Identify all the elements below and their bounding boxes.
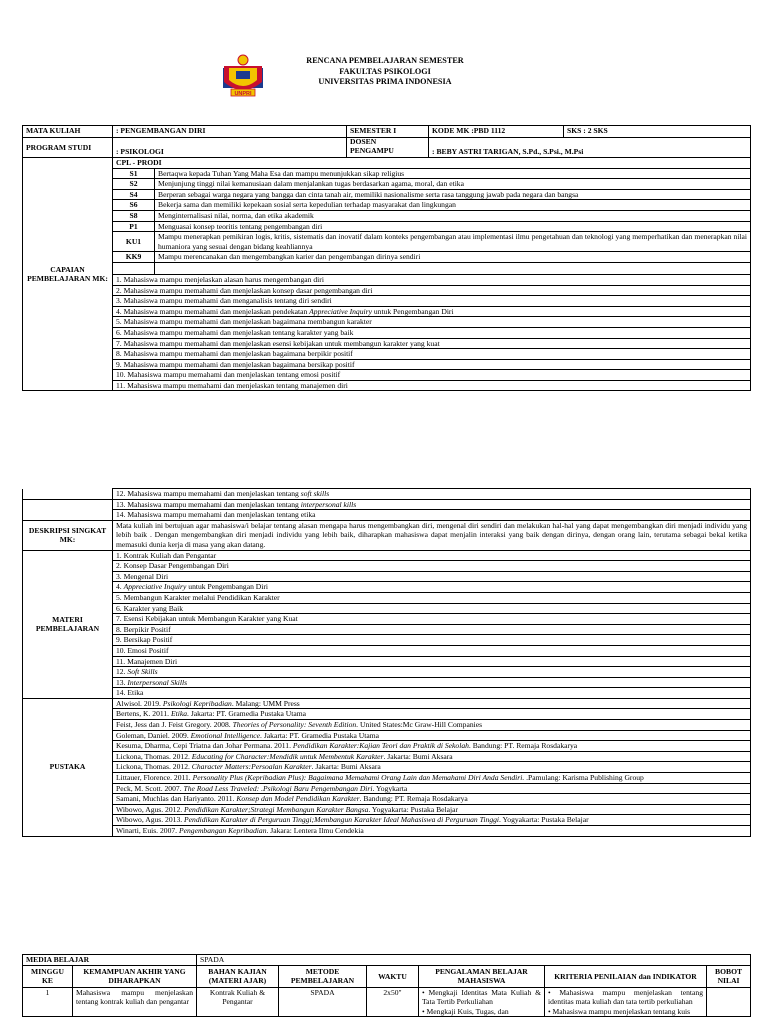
cpmk-item: 7. Mahasiswa mampu memahami dan menjelaskan esensi kebijakan untuk membangun karakter yang kuat: [113, 338, 751, 349]
media-belajar-value: SPADA: [197, 955, 751, 966]
semester: SEMESTER I: [347, 126, 429, 138]
col-header-bobot: BOBOT NILAI: [707, 965, 751, 987]
materi-item: 2. Konsep Dasar Pengembangan Diri: [113, 561, 751, 572]
cpmk-item: 11. Mahasiswa mampu memahami dan menjelaskan tentang manajemen diri: [113, 380, 751, 391]
cpmk-item: 8. Mahasiswa mampu memahami dan menjelaskan bagaimana berpikir positif: [113, 349, 751, 360]
materi-item: 5. Membangun Karakter melalui Pendidikan Karakter: [113, 592, 751, 603]
cpl-header: CPL - PRODI: [113, 158, 751, 169]
cpl-text: Berperan sebagai warga negara yang bangga dan cinta tanah air, memiliki nasionalisme serta rasa tanggung jawab pada negara dan bangsa: [155, 189, 751, 200]
sks: SKS : 2 SKS: [564, 126, 751, 138]
deskripsi-text: Mata kuliah ini bertujuan agar mahasiswa/i belajar tentang alasan mengapa harus mengembangkan diri, mengenal diri sendiri dan melakukan hal-hal yang dapat mengembangkan diri menjadi individu yang lebih baik . Dengan mengembangkan diri menjadi individu yang lebih baik, diharapkan mahasiswa dapat menjalin interaksi yang baik dengan dirinya, dengan orang lain, terutama sebagai bekal ketika memasuki dunia kerja di masa yang akan datang.: [113, 520, 751, 550]
cpl-code: S6: [113, 200, 155, 211]
cpmk-item: 2. Mahasiswa mampu memahami dan menjelaskan konsep dasar pengembangan diri: [113, 285, 751, 296]
week-bobot: [707, 987, 751, 1017]
cpl-code: S1: [113, 168, 155, 179]
cpmk-item: 6. Mahasiswa mampu memahami dan menjelaskan tentang karakter yang baik: [113, 327, 751, 338]
cpl-text: Menginternalisasi nilai, norma, dan etika akademik: [155, 210, 751, 221]
cpl-text: Mampu menerapkan pemikiran logis, kritis, sistematis dan inovatif dalam konteks pengembangan atau implementasi ilmu pengetahuan dan teknologi yang memperhatikan dan menerapkan nilai humaniora yang sesuai dengan bidang keahliannya: [155, 232, 751, 252]
materi-item: 8. Berpikir Positif: [113, 624, 751, 635]
pustaka-item: Feist, Jess dan J. Feist Gregory. 2008. Theories of Personality: Seventh Edition. United States:Mc Graw-Hill Companies: [113, 720, 751, 731]
materi-item: 11. Manajemen Diri: [113, 656, 751, 667]
pustaka-item: Kesuma, Dharma, Cepi Triatna dan Johar Permana. 2011. Pendidikan Karakter:Kajian Teori dan Praktik di Sekolah. Bandung: PT. Remaja Rosdakarya: [113, 741, 751, 752]
materi-item: 14. Etika: [113, 688, 751, 699]
continued-label-cell: [23, 510, 113, 521]
cpl-code: KU1: [113, 232, 155, 252]
header-line-1: RENCANA PEMBELAJARAN SEMESTER: [306, 56, 464, 65]
col-header-metode: METODE PEMBELAJARAN: [279, 965, 367, 987]
week-number: 1: [23, 987, 73, 1017]
cpl-code: S8: [113, 210, 155, 221]
week-waktu: 2x50": [367, 987, 419, 1017]
pustaka-item: Samani, Muchlas dan Hariyanto. 2011. Konsep dan Model Pendidikan Karakter. Bandung: PT. Remaja Rosdakarya: [113, 794, 751, 805]
pustaka-item: Littauer, Florence. 2011. Personality Plus (Kepribadian Plus): Bagaimana Memahami Orang Lain dan Memahami Diri Anda Sendiri. .Pamulang: Karisma Publishing Group: [113, 773, 751, 784]
materi-item: 6. Karakter yang Baik: [113, 603, 751, 614]
svg-text:UNPRI: UNPRI: [234, 91, 252, 97]
pustaka-item: Alwisol. 2019. Psikologi Kepribadian. Malang: UMM Press: [113, 698, 751, 709]
col-header-bahan: BAHAN KAJIAN (MATERI AJAR): [197, 965, 279, 987]
pustaka-item: Lickona, Thomas. 2012. Character Matters:Persoalan Karakter. Jakarta: Bumi Aksara: [113, 762, 751, 773]
cpl-text: Menguasai konsep teoritis tentang pengembangan diri: [155, 221, 751, 232]
materi-item: 9. Bersikap Positif: [113, 635, 751, 646]
cpmk-item: 5. Mahasiswa mampu memahami dan menjelaskan bagaimana membangun karakter: [113, 317, 751, 328]
week-kriteria: • Mahasiswa mampu menjelaskan tentang identitas mata kuliah dan tata tertib perkuliahan • Mahasiswa mampu menjelaskan tentang kuis: [545, 987, 707, 1017]
col-header-minggu: MINGGU KE: [23, 965, 73, 987]
cpmk-item: 1. Mahasiswa mampu menjelaskan alasan harus mengembangan diri: [113, 274, 751, 285]
cpl-code: S4: [113, 189, 155, 200]
pustaka-item: Bertens, K. 2011. Etika. Jakarta: PT. Gramedia Pustaka Utama: [113, 709, 751, 720]
pustaka-item: Wibowo, Agus. 2013. Pendidikan Karakter di Perguruan Tinggi;Membangun Karakter Ideal Mahasiswa di Perguruan Tinggi. Yogyakarta: Pustaka Belajar: [113, 815, 751, 826]
cpl-text: Mampu merencanakan dan mengembangkan karier dan pengembangan dirinya sendiri: [155, 252, 751, 263]
university-logo: [222, 52, 264, 98]
pustaka-item: Winarti, Euis. 2007. Pengembangan Kepribadian. Jakara: Lentera Ilmu Cendekia: [113, 826, 751, 837]
materi-item: 12. Soft Skills: [113, 667, 751, 678]
program-studi-value: : PSIKOLOGI: [113, 138, 347, 158]
materi-item: 4. Appreciative Inquiry untuk Pengembangan Diri: [113, 582, 751, 593]
cpl-empty-cell: [155, 262, 751, 274]
capaian-label: CAPAIAN PEMBELAJARAN MK:: [23, 158, 113, 391]
kode-mk: KODE MK :PBD 1112: [429, 126, 564, 138]
materi-item: 10. Emosi Positif: [113, 645, 751, 656]
materi-item: 3. Mengenal Diri: [113, 571, 751, 582]
materi-label: MATERI PEMBELAJARAN: [23, 550, 113, 698]
continued-label-cell: [23, 489, 113, 500]
cpmk-item: 12. Mahasiswa mampu memahami dan menjelaskan tentang soft skills: [113, 489, 751, 500]
mata-kuliah-label: MATA KULIAH: [23, 126, 113, 138]
cpl-text: Bekerja sama dan memiliki kepekaan sosial serta kepedulian terhadap masyarakat dan lingkungan: [155, 200, 751, 211]
week-bahan: Kontrak Kuliah & Pengantar: [197, 987, 279, 1017]
rps-table-part1: [22, 125, 751, 391]
rps-weekly-plan-table: [22, 954, 751, 1017]
program-studi-label: PROGRAM STUDI: [23, 138, 113, 158]
rps-table-part2: [22, 488, 751, 837]
week-kemampuan: Mahasiswa mampu menjelaskan tentang kontrak kuliah dan pengantar: [73, 987, 197, 1017]
cpl-code: S2: [113, 179, 155, 190]
cpl-empty-cell: [113, 262, 155, 274]
cpl-code: KK9: [113, 252, 155, 263]
col-header-pengalaman: PENGALAMAN BELAJAR MAHASISWA: [419, 965, 545, 987]
cpmk-item: 10. Mahasiswa mampu memahami dan menjelaskan tentang emosi positif: [113, 370, 751, 381]
cpmk-item: 13. Mahasiswa mampu memahami dan menjelaskan tentang interpersonal kills: [113, 499, 751, 510]
col-header-kemampuan: KEMAMPUAN AKHIR YANG DIHARAPKAN: [73, 965, 197, 987]
cpmk-item: 4. Mahasiswa mampu memahami dan menjelaskan pendekatan Appreciative Inquiry untuk Pengembangan Diri: [113, 306, 751, 317]
week-pengalaman: • Mengkaji Identitas Mata Kuliah & Tata Tertib Perkuliahan • Mengkaji Kuis, Tugas, dan: [419, 987, 545, 1017]
cpmk-item: 9. Mahasiswa mampu memahami dan menjelaskan bagaimana bersikap positif: [113, 359, 751, 370]
continued-label-cell: [23, 499, 113, 510]
media-belajar-label: MEDIA BELAJAR: [23, 955, 197, 966]
pustaka-item: Peck, M. Scott. 2007. The Road Less Traveled: .Psikologi Baru Pengembangan Diri. Yogykarta: [113, 783, 751, 794]
document-header: [270, 56, 500, 88]
materi-item: 7. Esensi Kebijakan untuk Membangun Karakter yang Kuat: [113, 614, 751, 625]
cpl-text: Bertaqwa kepada Tuhan Yang Maha Esa dan mampu menunjukkan sikap religius: [155, 168, 751, 179]
pustaka-item: Lickona, Thomas. 2012. Educating for Character:Mendidik untuk Membentuk Karakter. Jakarta: Bumi Aksara: [113, 751, 751, 762]
dosen-value: : BEBY ASTRI TARIGAN, S.Pd., S.Psi., M.Psi: [429, 138, 751, 158]
pustaka-item: Wibowo, Agus. 2012. Pendidikan Karakter;Strategi Membangun Karakter Bangsa. Yogyakarta: Pustaka Belajar: [113, 804, 751, 815]
mata-kuliah-value: : PENGEMBANGAN DIRI: [113, 126, 347, 138]
pustaka-item: Goleman, Daniel. 2009. Emotional Intelligence. Jakarta: PT. Gramedia Pustaka Utama: [113, 730, 751, 741]
cpmk-item: 3. Mahasiswa mampu memahami dan menganalisis tentang diri sendiri: [113, 296, 751, 307]
dosen-label: DOSEN PENGAMPU: [347, 138, 429, 158]
pustaka-label: PUSTAKA: [23, 698, 113, 836]
header-line-2: FAKULTAS PSIKOLOGI: [339, 66, 431, 76]
col-header-waktu: WAKTU: [367, 965, 419, 987]
deskripsi-label: DESKRIPSI SINGKAT MK:: [23, 520, 113, 550]
materi-item: 13. Interpersonal Skills: [113, 677, 751, 688]
week-metode: SPADA: [279, 987, 367, 1017]
col-header-kriteria: KRITERIA PENILAIAN dan INDIKATOR: [545, 965, 707, 987]
cpmk-item: 14. Mahasiswa mampu memahami dan menjelaskan tentang etika: [113, 510, 751, 521]
cpl-code: P1: [113, 221, 155, 232]
cpl-text: Menjunjung tinggi nilai kemanusiaan dalam menjalankan tugas berdasarkan agama, moral, dan etika: [155, 179, 751, 190]
materi-item: 1. Kontrak Kuliah dan Pengantar: [113, 550, 751, 561]
header-line-3: UNIVERSITAS PRIMA INDONESIA: [318, 77, 452, 86]
